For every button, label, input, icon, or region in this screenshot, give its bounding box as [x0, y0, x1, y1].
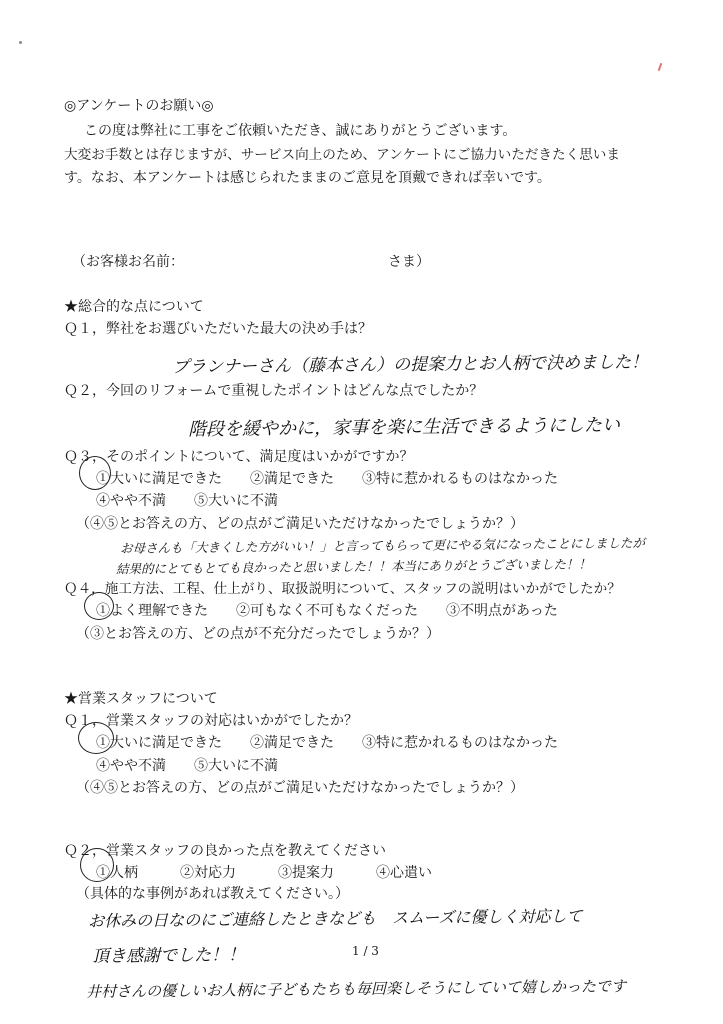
customer-name-label: （お客様お名前： — [72, 254, 184, 270]
s1-q4-followup: （③とお答えの方、どの点が不充分だったでしょうか？） — [76, 626, 440, 642]
s2-question-1: Ｑ１，営業スタッフの対応はいかがでしたか？ — [64, 713, 358, 729]
s2-q2-comment-3-handwritten: 井村さんの優しいお人柄に子どもたちも毎回楽しそうにしていて嬉しかったです — [85, 977, 627, 1001]
s1-answer-2-handwritten: 階段を緩やかに，家事を楽に生活できるようにしたい — [187, 414, 621, 441]
scan-speck — [658, 63, 663, 71]
s1-question-4: Ｑ４，施工方法、工程、仕上がり、取扱説明について、スタッフの説明はいかがでしたか？ — [64, 581, 621, 597]
selected-option-circle — [79, 456, 111, 490]
s1-q3-options-row-1: ①大いに満足できた ②満足できた ③特に惹かれるものはなかった — [96, 471, 558, 487]
s1-question-2: Ｑ２，今回のリフォームで重視したポイントはどんな点でしたか？ — [64, 383, 484, 399]
survey-title: ◎アンケートのお願い◎ — [64, 98, 214, 114]
s2-q2-options: ①人柄 ②対応力 ③提案力 ④心遣い — [96, 865, 432, 881]
section2-heading: ★営業スタッフについて — [64, 691, 218, 707]
s1-q4-options: ①よく理解できた ②可もなく不可もなくだった ③不明点があった — [96, 603, 558, 619]
s2-q2-comment-1-handwritten: お休みの日なのにご連絡したときなども スムーズに優しく対応して — [87, 906, 583, 931]
s1-question-1: Ｑ１，弊社をお選びいただいた最大の決め手は？ — [64, 321, 372, 337]
customer-name-suffix: さま） — [388, 254, 430, 270]
s2-q2-comment-2-handwritten: 頂き感謝でした！！ — [91, 945, 246, 967]
s2-q1-options-row-2: ④やや不満 ⑤大いに不満 — [96, 758, 278, 774]
intro-text-1: この度は弊社に工事をご依頼いただき、誠にありがとうございます。 — [84, 123, 517, 139]
s1-q3-options-row-2: ④やや不満 ⑤大いに不満 — [96, 493, 278, 509]
s2-q1-followup: （④⑤とお答えの方、どの点がご満足いただけなかったでしょうか？） — [76, 780, 524, 796]
s1-question-3: Ｑ３，そのポイントについて、満足度はいかがですか？ — [64, 449, 414, 465]
intro-text-3: す。なお、本アンケートは感じられたままのご意見を頂戴できれば幸いです。 — [64, 170, 551, 186]
scan-speck — [19, 41, 22, 44]
section1-heading: ★総合的な点について — [64, 299, 204, 315]
s2-q1-options-row-1: ①大いに満足できた ②満足できた ③特に惹かれるものはなかった — [96, 735, 558, 751]
s1-answer-1-handwritten: プランナーさん（藤本さん）の提案力とお人柄で決めました！ — [171, 352, 649, 378]
intro-text-2: 大変お手数とは存じますが、サービス向上のため、アンケートにご協力いただきたく思いま — [64, 147, 620, 163]
selected-option-circle — [78, 722, 114, 754]
s2-q2-followup: （具体的な事例があれば教えてください。） — [76, 886, 349, 902]
s1-q3-followup: （④⑤とお答えの方、どの点がご満足いただけなかったでしょうか？） — [76, 516, 524, 532]
s2-question-2: Ｑ２，営業スタッフの良かった点を教えてください — [64, 843, 386, 859]
s1-q3-comment-1-handwritten: お母さんも「大きくした方がいい！」と言ってもらって更にやる気になったことにしましたが — [119, 535, 646, 556]
s1-q3-comment-2-handwritten: 結果的にとてもとても良かったと思いました！！本当にありがとうございました！！ — [115, 556, 592, 577]
page-number: 1 / 3 — [352, 944, 379, 958]
selected-option-circle — [84, 592, 114, 620]
selected-option-circle — [80, 848, 114, 882]
